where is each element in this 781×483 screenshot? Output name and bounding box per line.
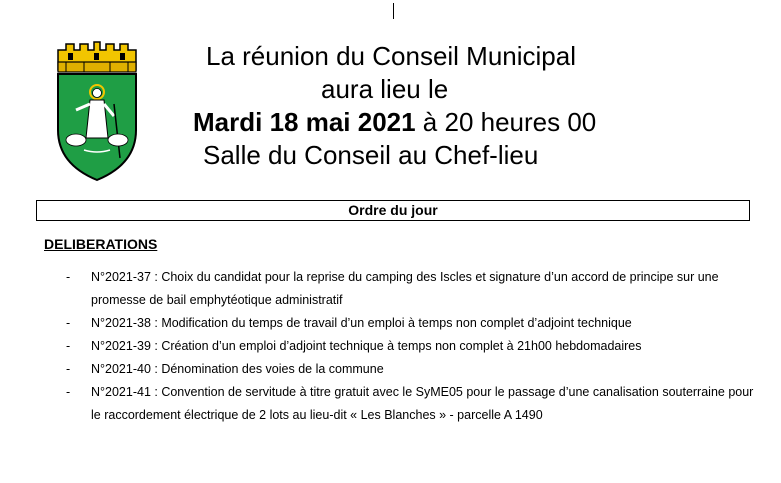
agenda-item-text: N°2021-37 : Choix du candidat pour la reprise du camping des Iscles et signature d’un accord de principe sur une promesse de bail emphytéotique administratif xyxy=(91,270,719,307)
bullet-dash: - xyxy=(66,362,71,376)
bullet-dash: - xyxy=(66,316,71,330)
agenda-item xyxy=(66,312,756,335)
agenda-item xyxy=(66,381,756,427)
meeting-time: à 20 heures 00 xyxy=(415,107,597,137)
bullet-dash: - xyxy=(66,385,71,399)
agenda-list xyxy=(66,266,756,427)
meeting-datetime xyxy=(193,107,596,137)
agenda-item-text: N°2021-38 : Modification du temps de travail d’un emploi à temps non complet d’adjoint technique xyxy=(91,316,632,330)
agenda-item xyxy=(66,335,756,358)
agenda-item-text: N°2021-39 : Création d’un emploi d’adjoint technique à temps non complet à 21h00 hebdomadaires xyxy=(91,339,642,353)
meeting-location: Salle du Conseil au Chef-lieu xyxy=(203,140,539,170)
bullet-dash: - xyxy=(66,270,71,284)
section-heading: DELIBERATIONS xyxy=(44,236,158,252)
meeting-date: Mardi 18 mai 2021 xyxy=(193,107,416,137)
agenda-title: Ordre du jour xyxy=(36,200,750,221)
coat-of-arms-icon xyxy=(54,40,140,182)
agenda-item-text: N°2021-41 : Convention de servitude à titre gratuit avec le SyME05 pour le passage d’une canalisation souterraine pour le raccordement électrique de 2 lots au lieu-dit « Les Blanches » - parcelle A 1490 xyxy=(91,385,754,422)
meeting-title: La réunion du Conseil Municipal xyxy=(206,41,577,71)
agenda-item xyxy=(66,266,756,312)
bullet-dash: - xyxy=(66,339,71,353)
text-cursor xyxy=(393,3,394,19)
meeting-subtitle: aura lieu le xyxy=(321,74,449,104)
agenda-item xyxy=(66,358,756,381)
agenda-item-text: N°2021-40 : Dénomination des voies de la commune xyxy=(91,362,384,376)
